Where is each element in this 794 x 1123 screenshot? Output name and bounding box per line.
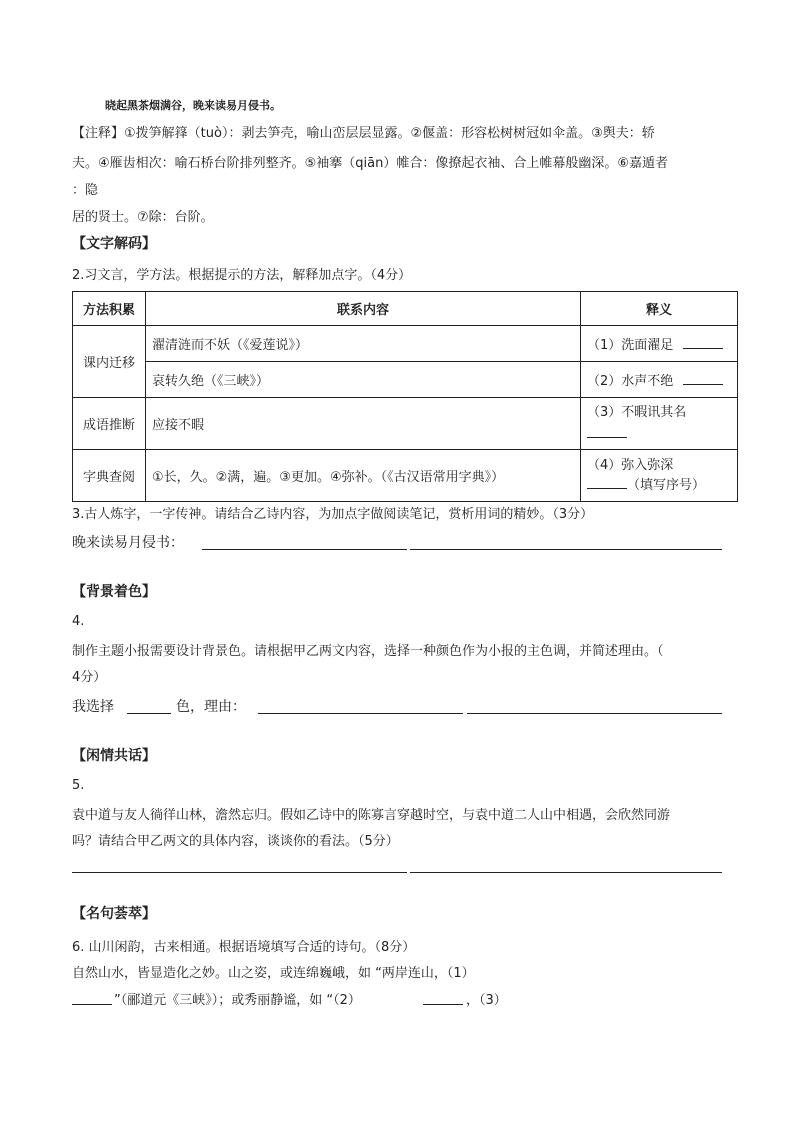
question-5-text-2: 吗？请结合甲乙两文的具体内容，谈谈你的看法。（5分） xyxy=(72,834,399,849)
method-in-class: 课内迁移 xyxy=(73,326,146,398)
meaning-2: （2）水声不绝 xyxy=(587,374,674,389)
poem-blank-1[interactable] xyxy=(72,1004,112,1005)
table-header-method: 方法积累 xyxy=(73,292,146,326)
notes-line-1: 【注释】①拨笋解箨（tuò）：剥去笋壳，喻山峦层层显露。②偃盖：形容松树树冠如伞盖。③舆夫：轿 xyxy=(72,126,655,141)
section-heading-text-decode: 【文字解码】 xyxy=(72,236,156,252)
content-3: 应接不暇 xyxy=(146,398,581,450)
color-answer-blank[interactable] xyxy=(127,713,171,714)
poem-blank-2[interactable] xyxy=(423,1004,463,1005)
section-heading-leisure-talk: 【闲情共话】 xyxy=(72,748,156,764)
answer-line[interactable] xyxy=(410,549,722,550)
meaning-cell-3 xyxy=(581,398,738,450)
table-header-content: 联系内容 xyxy=(146,292,581,326)
question-6-text-2a: ”（郦道元《三峡》）；或秀丽静谧，如 “（2） xyxy=(114,993,361,1008)
answer-line[interactable] xyxy=(202,549,407,550)
question-3-prompt: 晚来读易月侵书： xyxy=(72,535,184,551)
answer-blank-2[interactable] xyxy=(683,383,723,385)
answer-line[interactable] xyxy=(258,713,463,714)
meaning-cell-2 xyxy=(581,362,738,398)
method-dictionary: 字典查阅 xyxy=(73,450,146,502)
question-4-number: 4. xyxy=(72,614,85,629)
poem-line: 晓起黑茶烟满谷，晚来读易月侵书。 xyxy=(105,99,281,112)
content-1: 濯清涟而不妖（《爱莲说》） xyxy=(146,326,581,362)
answer-line[interactable] xyxy=(72,872,407,873)
section-heading-background: 【背景着色】 xyxy=(72,584,156,600)
meaning-4: （4）弥入弥深 xyxy=(587,457,674,473)
answer-blank-1[interactable] xyxy=(683,347,723,349)
method-idiom: 成语推断 xyxy=(73,398,146,450)
question-6-text-1: 自然山水，皆显造化之妙。山之姿，或连绵巍峨，如 “两岸连山，（1） xyxy=(72,966,475,981)
meaning-cell-4 xyxy=(581,450,738,502)
table-header-meaning: 释义 xyxy=(581,292,738,326)
notes-line-2: 夫。④雁齿相次：喻石桥台阶排列整齐。⑤袖搴（qiān）帷合：像撩起衣袖、合上帷幕般幽深。⑥嘉遁者 xyxy=(72,156,669,171)
answer-choose-label: 我选择 xyxy=(72,699,114,715)
notes-line-4: 居的贤士。⑦除：台阶。 xyxy=(72,210,214,225)
answer-blank-4[interactable] xyxy=(587,487,627,489)
question-3: 3.古人炼字，一字传神。请结合乙诗内容，为加点字做阅读笔记，赏析用词的精妙。（3分） xyxy=(72,507,594,522)
notes-line-3: ：隐 xyxy=(72,183,99,198)
question-5-text-1: 袁中道与友人徜徉山林，澹然忘归。假如乙诗中的陈寡言穿越时空，与袁中道二人山中相遇，会欣然同游 xyxy=(72,808,671,823)
meaning-1: （1）洗面濯足 xyxy=(587,338,674,353)
answer-line[interactable] xyxy=(410,872,722,873)
question-6: 6. 山川闲韵，古来相通。根据语境填写合适的诗句。（8分） xyxy=(72,940,416,955)
question-4-text-2: 4分） xyxy=(72,670,107,685)
question-4-text-1: 制作主题小报需要设计背景色。请根据甲乙两文内容，选择一种颜色作为小报的主色调，并简述理由。（ xyxy=(72,644,664,659)
question-2: 2.习文言，学方法。根据提示的方法，解释加点字。（4分） xyxy=(72,268,412,283)
answer-line[interactable] xyxy=(467,713,722,714)
meaning-cell-1 xyxy=(581,326,738,362)
answer-blank-3[interactable] xyxy=(587,436,627,438)
content-4: ①长，久。②满，遍。③更加。④弥补。（《古汉语常用字典》） xyxy=(146,450,581,502)
answer-reason-label: 色，理由： xyxy=(176,699,246,715)
content-2: 哀转久绝（《三峡》） xyxy=(146,362,581,398)
section-heading-famous-lines: 【名句荟萃】 xyxy=(72,906,156,922)
meaning-3: （3）不暇讯其名 xyxy=(587,404,687,420)
meaning-4-hint: （填写序号） xyxy=(627,477,706,493)
question-6-text-2b: ，（3） xyxy=(466,993,507,1008)
question-5-number: 5. xyxy=(72,778,85,793)
method-table xyxy=(72,291,738,502)
